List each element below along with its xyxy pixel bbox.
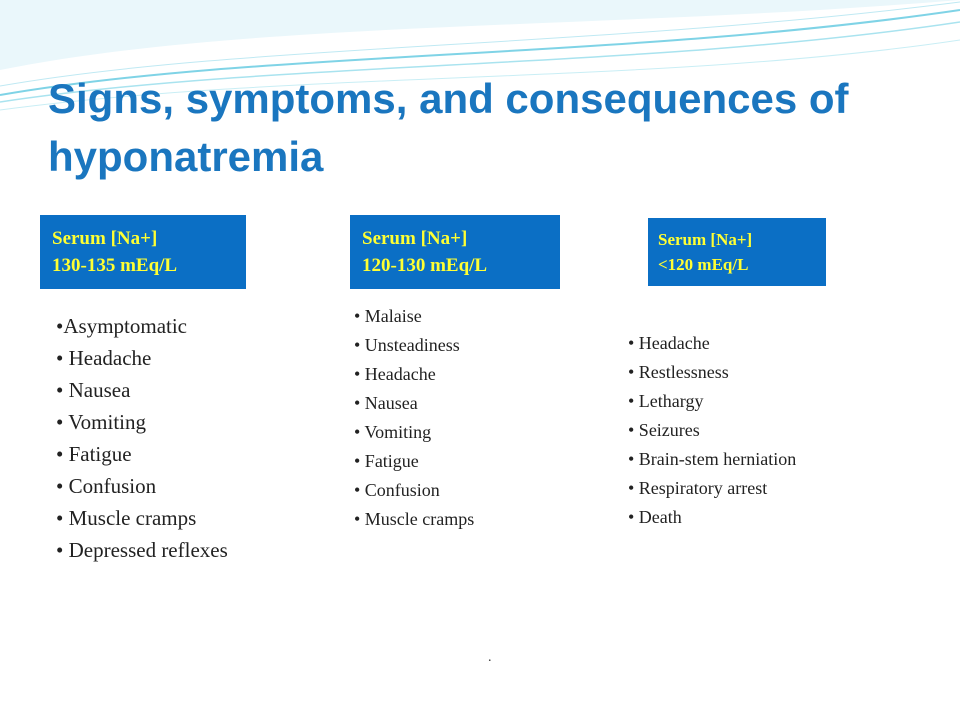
- list-item: • Depressed reflexes: [56, 538, 228, 562]
- symptom-list-mild: [56, 310, 256, 566]
- list-item: • Confusion: [56, 474, 157, 498]
- list-item: • Seizures: [628, 420, 700, 440]
- list-item: • Death: [628, 507, 682, 527]
- list-item: • Nausea: [56, 378, 131, 402]
- list-item: • Restlessness: [628, 362, 729, 382]
- range-box-mild: [40, 215, 246, 289]
- list-item: • Headache: [354, 364, 436, 384]
- list-item: •Asymptomatic: [56, 314, 188, 338]
- list-item: • Vomiting: [56, 410, 147, 434]
- range-box-value: <120 mEq/L: [658, 255, 749, 274]
- range-box-label: Serum [Na+]: [362, 228, 468, 249]
- symptom-list-severe: [628, 329, 928, 532]
- footer-mark: .: [488, 650, 492, 665]
- slide-title: Signs, symptoms, and consequences of hyponatremia: [48, 75, 849, 180]
- list-item: • Lethargy: [628, 391, 704, 411]
- list-item: • Muscle cramps: [56, 506, 197, 530]
- range-box-moderate: [350, 215, 560, 289]
- list-item: • Respiratory arrest: [628, 478, 768, 498]
- list-item: • Confusion: [354, 480, 440, 500]
- list-item: • Unsteadiness: [354, 335, 460, 355]
- list-item: • Fatigue: [56, 442, 132, 466]
- range-box-label: Serum [Na+]: [658, 230, 753, 249]
- range-box-value: 130-135 mEq/L: [52, 255, 178, 276]
- symptom-list-moderate: [354, 302, 554, 534]
- list-item: • Malaise: [354, 306, 422, 326]
- list-item: • Vomiting: [354, 422, 432, 442]
- list-item: • Nausea: [354, 393, 418, 413]
- list-item: • Headache: [56, 346, 152, 370]
- range-box-label: Serum [Na+]: [52, 228, 158, 249]
- range-box-severe: [648, 218, 826, 286]
- list-item: • Muscle cramps: [354, 509, 475, 529]
- list-item: • Brain-stem herniation: [628, 449, 797, 469]
- list-item: • Headache: [628, 333, 710, 353]
- list-item: • Fatigue: [354, 451, 419, 471]
- range-box-value: 120-130 mEq/L: [362, 255, 488, 276]
